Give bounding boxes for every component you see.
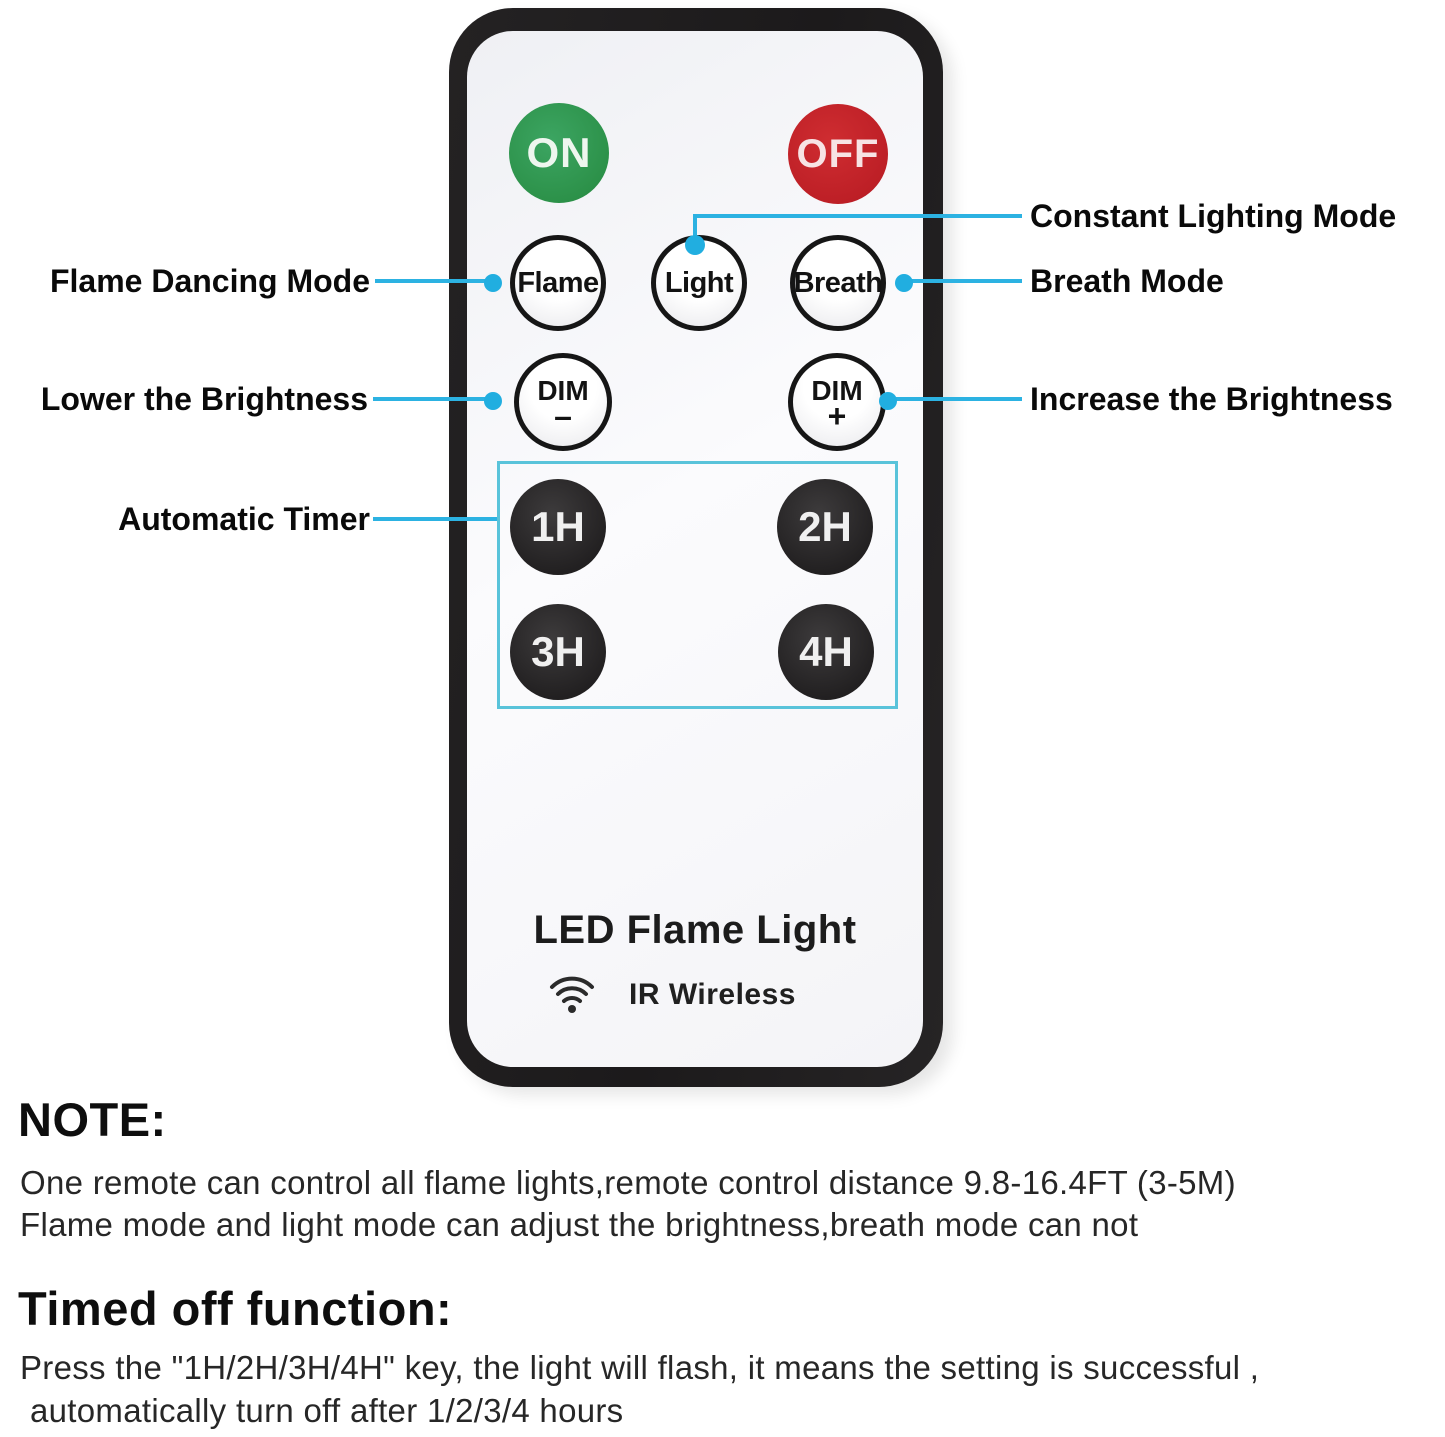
timer-3h-button[interactable]: [510, 604, 606, 700]
dim-minus-callout-line: [373, 397, 493, 401]
timer-4h-label: 4H: [799, 628, 853, 675]
dim-minus-label: DIM: [537, 375, 589, 406]
breath-mode-label: Breath Mode: [1030, 263, 1224, 299]
ir-wireless-label: IR Wireless: [629, 978, 796, 1011]
constant-lighting-mode-label: Constant Lighting Mode: [1030, 198, 1397, 234]
dim-minus-callout-dot: [484, 392, 502, 410]
dim-plus-button[interactable]: [788, 353, 886, 451]
flame-mode-button[interactable]: [510, 235, 606, 331]
flame-dancing-mode-label: Flame Dancing Mode: [49, 263, 370, 299]
breath-mode-button[interactable]: [790, 235, 886, 331]
flame-callout-dot: [484, 274, 502, 292]
minus-sign: –: [554, 398, 572, 434]
flame-button-label: Flame: [517, 266, 599, 299]
light-button-label: Light: [664, 266, 734, 299]
increase-brightness-label: Increase the Brightness: [1030, 381, 1393, 417]
note-line-1: One remote can control all flame lights,remote control distance 9.8-16.4FT (3-5M): [20, 1164, 1236, 1201]
flame-callout-line: [375, 279, 493, 283]
timer-callout-line: [373, 517, 497, 521]
constant-lighting-callout-line: [695, 214, 1022, 218]
breath-callout-line: [904, 279, 1022, 283]
brand-text: LED Flame Light: [533, 908, 857, 952]
on-button-label: ON: [526, 129, 592, 176]
timer-2h-button[interactable]: [777, 479, 873, 575]
timer-1h-button[interactable]: [510, 479, 606, 575]
timer-3h-label: 3H: [531, 628, 585, 675]
lower-brightness-label: Lower the Brightness: [40, 381, 368, 417]
on-button[interactable]: [509, 103, 609, 203]
timed-off-line-1: Press the "1H/2H/3H/4H" key, the light will flash, it means the setting is successful ,: [20, 1349, 1260, 1386]
dim-plus-callout-line: [888, 397, 1022, 401]
off-button-label: OFF: [796, 131, 880, 176]
dim-plus-callout-dot: [879, 392, 897, 410]
breath-button-label: Breath: [793, 266, 883, 299]
breath-callout-dot: [895, 274, 913, 292]
timer-4h-button[interactable]: [778, 604, 874, 700]
timer-2h-label: 2H: [798, 503, 852, 550]
light-callout-dot: [685, 235, 705, 255]
timer-1h-label: 1H: [531, 503, 585, 550]
off-button[interactable]: [788, 104, 888, 204]
timed-off-heading: Timed off function:: [18, 1282, 453, 1335]
timed-off-line-2: automatically turn off after 1/2/3/4 hours: [30, 1392, 624, 1429]
automatic-timer-label: Automatic Timer: [118, 501, 370, 537]
note-heading: NOTE:: [18, 1093, 167, 1146]
wifi-signal-icon: [548, 974, 596, 1016]
plus-sign: +: [827, 398, 847, 434]
dim-minus-button[interactable]: [514, 353, 612, 451]
dim-plus-label: DIM: [811, 375, 863, 406]
note-line-2: Flame mode and light mode can adjust the brightness,breath mode can not: [20, 1206, 1139, 1243]
